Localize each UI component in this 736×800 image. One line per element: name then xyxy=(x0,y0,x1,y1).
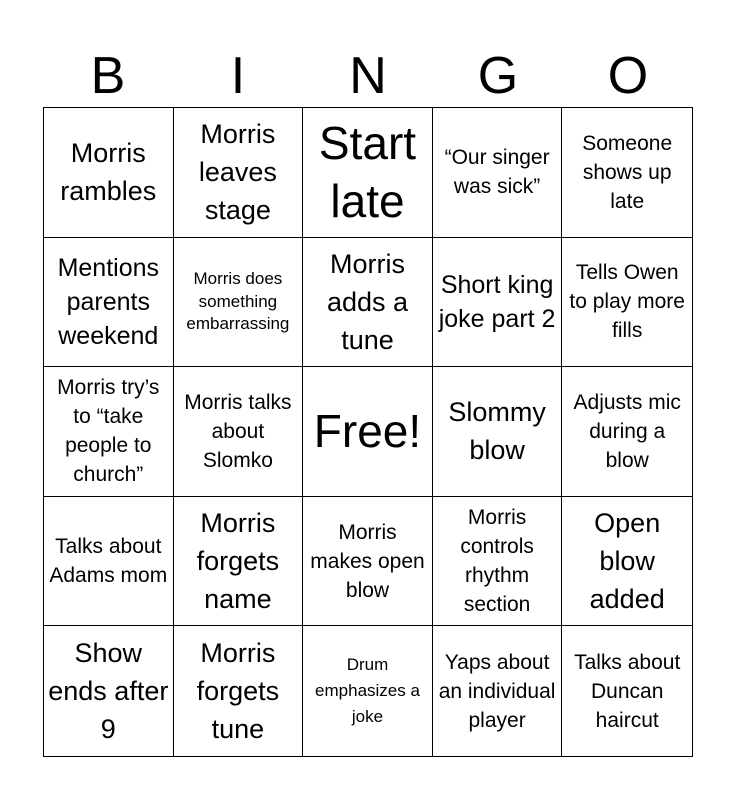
bingo-cell[interactable] xyxy=(562,497,692,627)
cell-text: Morris makes open blow xyxy=(310,520,425,602)
bingo-cell[interactable] xyxy=(303,108,433,238)
bingo-cell[interactable] xyxy=(562,626,692,756)
bingo-cell[interactable] xyxy=(44,626,174,756)
bingo-cell[interactable] xyxy=(174,367,304,497)
bingo-cell[interactable] xyxy=(174,108,304,238)
cell-text: Morris talks about Slomko xyxy=(184,390,292,472)
bingo-cell[interactable] xyxy=(44,108,174,238)
bingo-cell[interactable] xyxy=(562,367,692,497)
cell-text: Talks about Duncan haircut xyxy=(574,650,681,732)
cell-text: Mentions parents weekend xyxy=(57,253,160,350)
header-letter-n: N xyxy=(349,47,387,105)
bingo-cell[interactable] xyxy=(433,626,563,756)
cell-text: Morris try’s to “take people to church” xyxy=(57,376,160,487)
cell-text: Slommy blow xyxy=(448,397,546,466)
bingo-cell[interactable] xyxy=(433,238,563,368)
header-letter-g: G xyxy=(477,47,519,105)
cell-text: Tells Owen to play more fills xyxy=(569,261,685,343)
cell-text: Morris does something embarrassing xyxy=(186,269,290,334)
cell-text: Morris adds a tune xyxy=(326,248,409,355)
bingo-cell[interactable] xyxy=(303,626,433,756)
cell-text: Start late xyxy=(318,117,417,228)
cell-text: Free! xyxy=(313,405,422,458)
cell-text: Morris rambles xyxy=(60,138,157,207)
header-letter-b: B xyxy=(90,47,126,105)
cell-text: Drum emphasizes a joke xyxy=(315,655,420,727)
bingo-cell[interactable] xyxy=(174,238,304,368)
bingo-cell[interactable] xyxy=(174,497,304,627)
cell-text: Yaps about an individual player xyxy=(438,650,556,732)
bingo-cell[interactable] xyxy=(433,367,563,497)
header-letter-i: I xyxy=(230,47,246,105)
cell-text: Talks about Adams mom xyxy=(49,535,168,588)
bingo-cell[interactable] xyxy=(433,108,563,238)
bingo-free-cell[interactable] xyxy=(303,367,433,497)
bingo-cell[interactable] xyxy=(303,497,433,627)
header-letter-o: O xyxy=(607,47,649,105)
bingo-cell[interactable] xyxy=(44,497,174,627)
bingo-cell[interactable] xyxy=(174,626,304,756)
cell-text: “Our singer was sick” xyxy=(444,146,550,199)
bingo-cell[interactable] xyxy=(562,108,692,238)
cell-text: Short king joke part 2 xyxy=(438,270,556,333)
cell-text: Morris forgets tune xyxy=(196,638,280,745)
bingo-cell[interactable] xyxy=(562,238,692,368)
cell-text: Morris controls rhythm section xyxy=(460,506,534,617)
bingo-cell[interactable] xyxy=(433,497,563,627)
bingo-board xyxy=(43,107,693,757)
cell-text: Open blow added xyxy=(589,508,665,615)
bingo-cell[interactable] xyxy=(44,238,174,368)
cell-text: Morris leaves stage xyxy=(198,119,277,226)
bingo-cell[interactable] xyxy=(303,238,433,368)
cell-text: Show ends after 9 xyxy=(48,638,169,745)
cell-text: Adjusts mic during a blow xyxy=(573,390,681,472)
bingo-header xyxy=(43,44,693,108)
bingo-cell[interactable] xyxy=(44,367,174,497)
cell-text: Someone shows up late xyxy=(582,131,673,213)
cell-text: Morris forgets name xyxy=(196,508,280,615)
